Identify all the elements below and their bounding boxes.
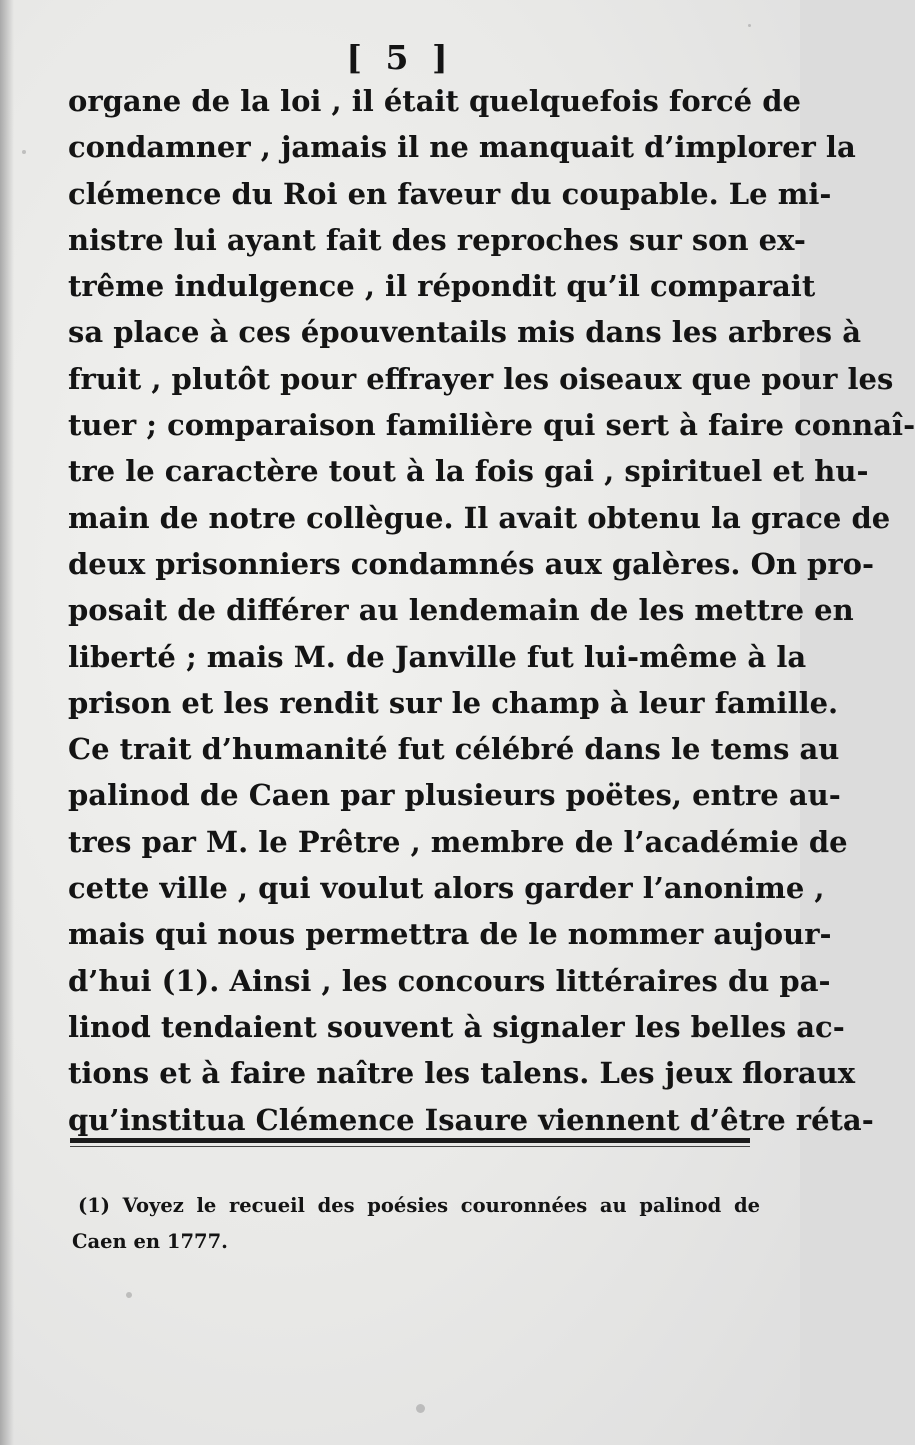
text-line: Ce trait d’humanité fut célébré dans le tems au [68,732,840,767]
footnote [72,1188,760,1260]
paper-speck [416,1404,425,1413]
footnote-rule-thin [70,1146,750,1147]
text-line: cette ville , qui voulut alors garder l’anonime , [68,871,825,906]
text-line: main de notre collègue. Il avait obtenu la grace de [68,500,891,535]
text-line: tre le caractère tout à la fois gai , spirituel et hu- [68,454,869,489]
text-line: prison et les rendit sur le champ à leur famille. [68,685,839,720]
text-line: tres par M. le Prêtre , membre de l’académie de [68,824,848,859]
text-line: nistre lui ayant fait des reproches sur son ex- [68,222,806,257]
footnote-line: (1) Voyez le recueil des poésies couronnées au palinod de [78,1194,760,1217]
text-line: qu’institua Clémence Isaure viennent d’être réta- [68,1102,874,1137]
text-line: condamner , jamais il ne manquait d’implorer la [68,130,856,165]
body-text [68,78,915,1143]
text-line: clémence du Roi en faveur du coupable. Le mi- [68,176,832,211]
text-line: trême indulgence , il répondit qu’il comparait [68,269,816,304]
text-line: mais qui nous permettra de le nommer aujour- [68,917,832,952]
paper-speck [748,24,751,27]
text-line: linod tendaient souvent à signaler les belles ac- [68,1009,845,1044]
text-line: liberté ; mais M. de Janville fut lui-même à la [68,639,807,674]
text-line: organe de la loi , il était quelquefois forcé de [68,84,801,118]
text-line: deux prisonniers condamnés aux galères. On pro- [68,546,874,581]
text-line: fruit , plutôt pour effrayer les oiseaux que pour les [68,361,894,396]
text-line: d’hui (1). Ainsi , les concours littéraires du pa- [68,963,831,998]
text-line: posait de différer au lendemain de les mettre en [68,593,854,628]
paper-speck [126,1292,132,1298]
page-number: [ 5 ] [346,38,454,77]
page-edge-shadow [0,0,14,1445]
text-line: tuer ; comparaison familière qui sert à faire connaî- [68,408,915,443]
text-line: sa place à ces épouventails mis dans les arbres à [68,315,861,350]
footnote-rule [70,1138,750,1143]
text-line: tions et à faire naître les talens. Les jeux floraux [68,1056,856,1091]
text-line: palinod de Caen par plusieurs poëtes, entre au- [68,778,841,813]
footnote-line: Caen en 1777. [72,1230,228,1253]
paper-speck [22,150,26,154]
